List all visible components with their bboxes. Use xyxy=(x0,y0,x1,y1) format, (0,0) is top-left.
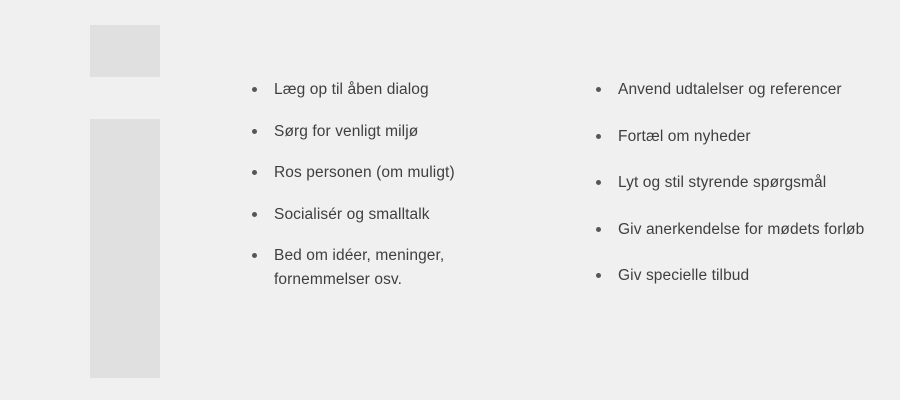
list-item xyxy=(248,244,544,291)
list-item xyxy=(592,218,888,242)
bullet-dot-icon xyxy=(596,134,601,139)
bullet-column-right xyxy=(592,78,888,311)
bullet-column-left xyxy=(248,78,544,311)
list-item-label: Fortæl om nyheder xyxy=(618,127,751,145)
bullet-dot-icon xyxy=(596,227,601,232)
list-item xyxy=(248,203,544,227)
bullet-dot-icon xyxy=(252,253,257,258)
list-item xyxy=(592,171,888,195)
list-item-label: Ros personen (om muligt) xyxy=(274,164,455,182)
list-item-label: Sørg for venligt miljø xyxy=(274,122,419,140)
list-item xyxy=(592,125,888,149)
list-item-label: Socialisér og smalltalk xyxy=(274,205,430,223)
list-item-label: Giv specielle tilbud xyxy=(618,267,750,285)
bullet-dot-icon xyxy=(252,129,257,134)
list-item-label: Bed om idéer, meninger, fornemmelser osv. xyxy=(274,247,445,288)
bullet-list-left xyxy=(248,78,544,291)
bullet-columns xyxy=(248,78,888,311)
bullet-list-right xyxy=(592,78,888,288)
list-item-label: Lyt og stil styrende spørgsmål xyxy=(618,174,827,192)
image-placeholder-side xyxy=(90,119,160,378)
image-placeholder-top xyxy=(90,25,160,77)
list-item xyxy=(592,78,888,102)
list-item xyxy=(248,120,544,144)
bullet-dot-icon xyxy=(252,212,257,217)
bullet-dot-icon xyxy=(596,87,601,92)
list-item xyxy=(248,161,544,185)
bullet-dot-icon xyxy=(252,170,257,175)
list-item-label: Læg op til åben dialog xyxy=(274,81,429,98)
list-item xyxy=(592,264,888,288)
list-item xyxy=(248,78,544,102)
list-item-label: Giv anerkendelse for mødets forløb xyxy=(618,220,865,238)
bullet-dot-icon xyxy=(596,180,601,185)
bullet-dot-icon xyxy=(596,273,601,278)
bullet-dot-icon xyxy=(252,87,257,92)
list-item-label: Anvend udtalelser og referencer xyxy=(618,81,842,98)
